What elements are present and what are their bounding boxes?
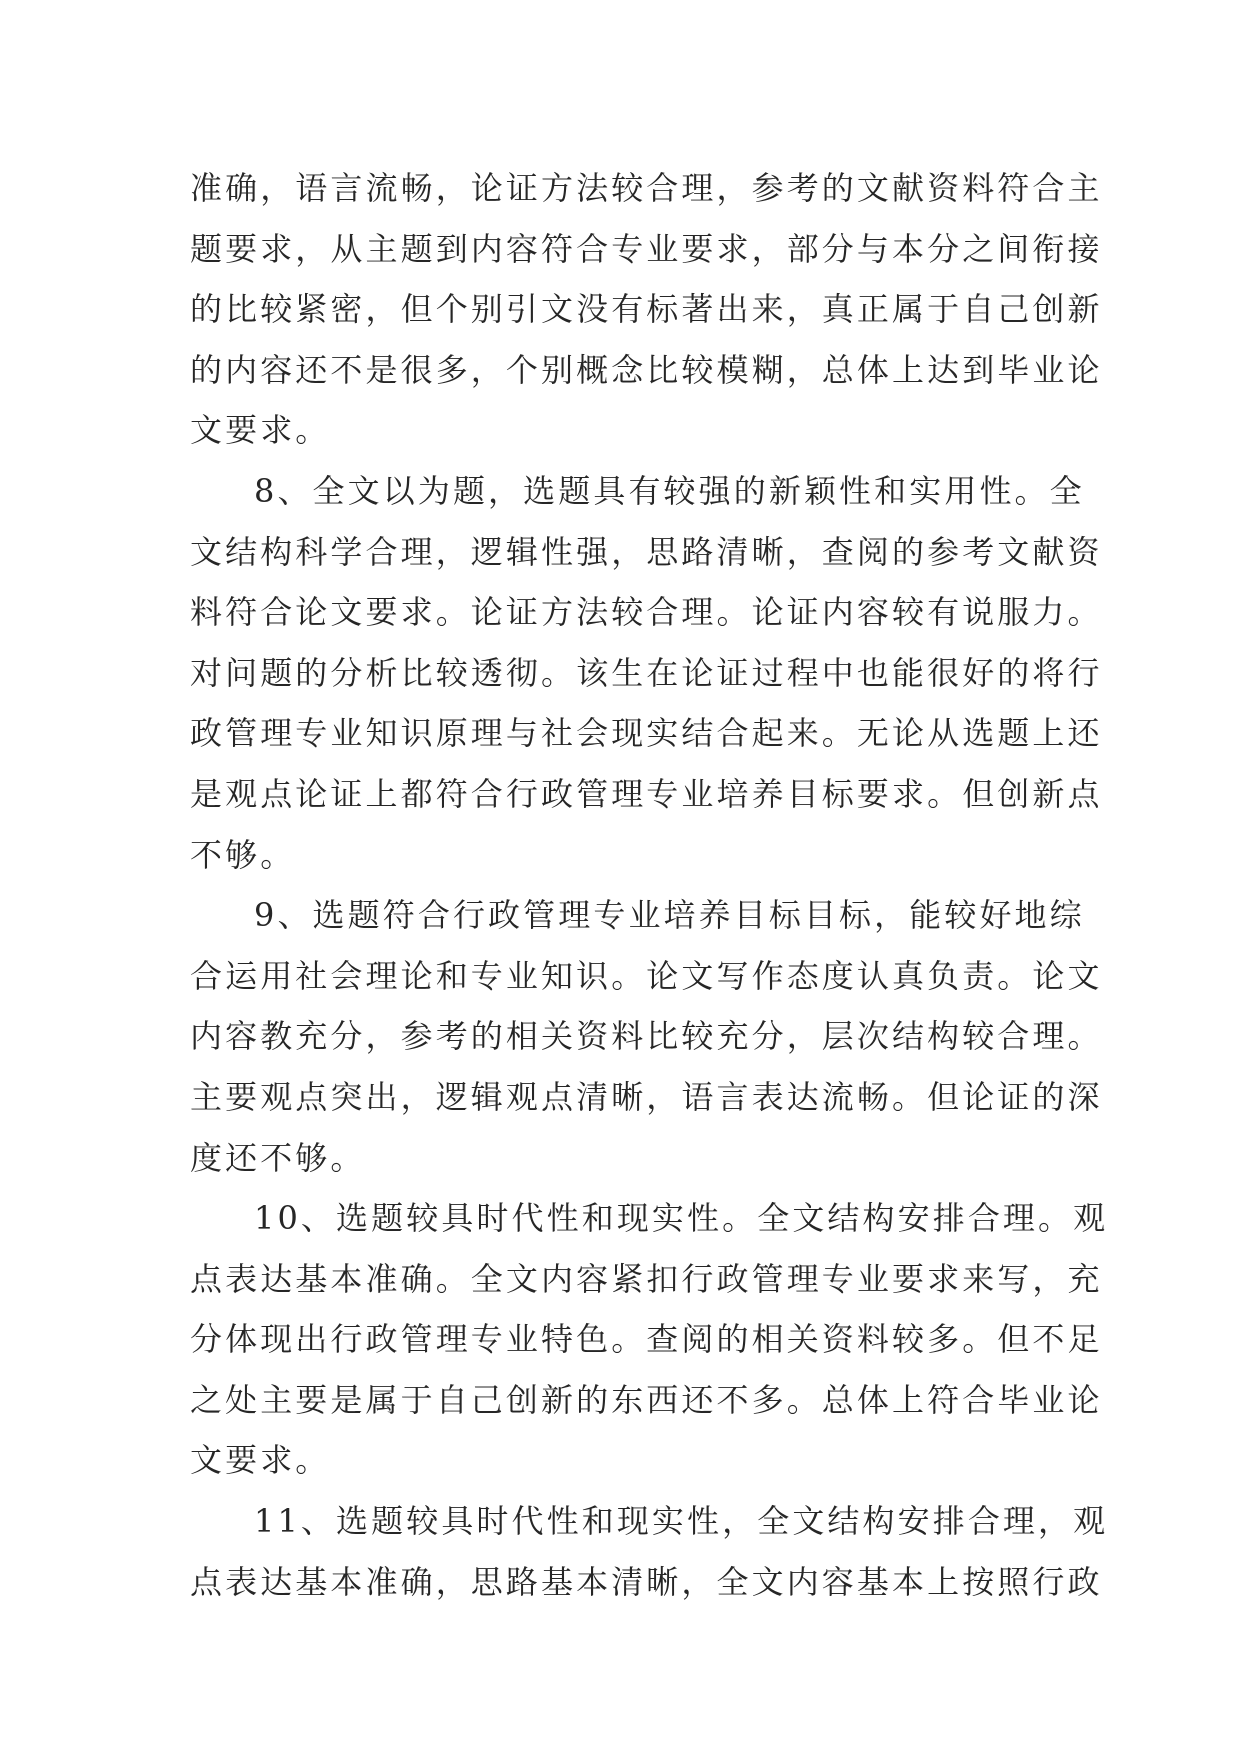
paragraph-11-start: 11、选题较具时代性和现实性，全文结构安排合理，观: [254, 1502, 1109, 1541]
text-line: 文要求。: [190, 1441, 331, 1480]
text-line: 之处主要是属于自己创新的东西还不多。总体上符合毕业论: [190, 1380, 1103, 1419]
text-line: 的内容还不是很多，个别概念比较模糊，总体上达到毕业论: [190, 350, 1103, 389]
text-line: 点表达基本准确。全文内容紧扣行政管理专业要求来写，充: [190, 1259, 1103, 1298]
paragraph-9-start: 9、选题符合行政管理专业培养目标目标，能较好地综: [254, 896, 1085, 935]
text-line: 准确，语言流畅，论证方法较合理，参考的文献资料符合主: [190, 169, 1103, 207]
text-line: 的比较紧密，但个别引文没有标著出来，真正属于自己创新: [190, 290, 1103, 329]
text-line: 料符合论文要求。论证方法较合理。论证内容较有说服力。: [190, 593, 1103, 632]
text-line: 内容教充分，参考的相关资料比较充分，层次结构较合理。: [190, 1017, 1103, 1056]
text-line: 是观点论证上都符合行政管理专业培养目标要求。但创新点: [190, 774, 1103, 813]
text-line: 度还不够。: [190, 1138, 366, 1177]
text-line: 文结构科学合理，逻辑性强，思路清晰，查阅的参考文献资: [190, 532, 1103, 571]
text-line: 文要求。: [190, 411, 331, 450]
paragraph-8-start: 8、全文以为题，选题具有较强的新颖性和实用性。全: [254, 471, 1085, 510]
text-line: 主要观点突出，逻辑观点清晰，语言表达流畅。但论证的深: [190, 1077, 1103, 1116]
text-line: 不够。: [190, 835, 296, 874]
text-line: 政管理专业知识原理与社会现实结合起来。无论从选题上还: [190, 714, 1103, 753]
text-line: 点表达基本准确，思路基本清晰，全文内容基本上按照行政: [190, 1562, 1103, 1601]
text-line: 合运用社会理论和专业知识。论文写作态度认真负责。论文: [190, 956, 1103, 995]
text-line: 题要求，从主题到内容符合专业要求，部分与本分之间衔接: [190, 229, 1103, 268]
paragraph-10-start: 10、选题较具时代性和现实性。全文结构安排合理。观: [254, 1199, 1109, 1238]
text-line: 对问题的分析比较透彻。该生在论证过程中也能很好的将行: [190, 653, 1103, 692]
document-body: [190, 158, 1109, 1612]
text-line: 分体现出行政管理专业特色。查阅的相关资料较多。但不足: [190, 1320, 1103, 1359]
